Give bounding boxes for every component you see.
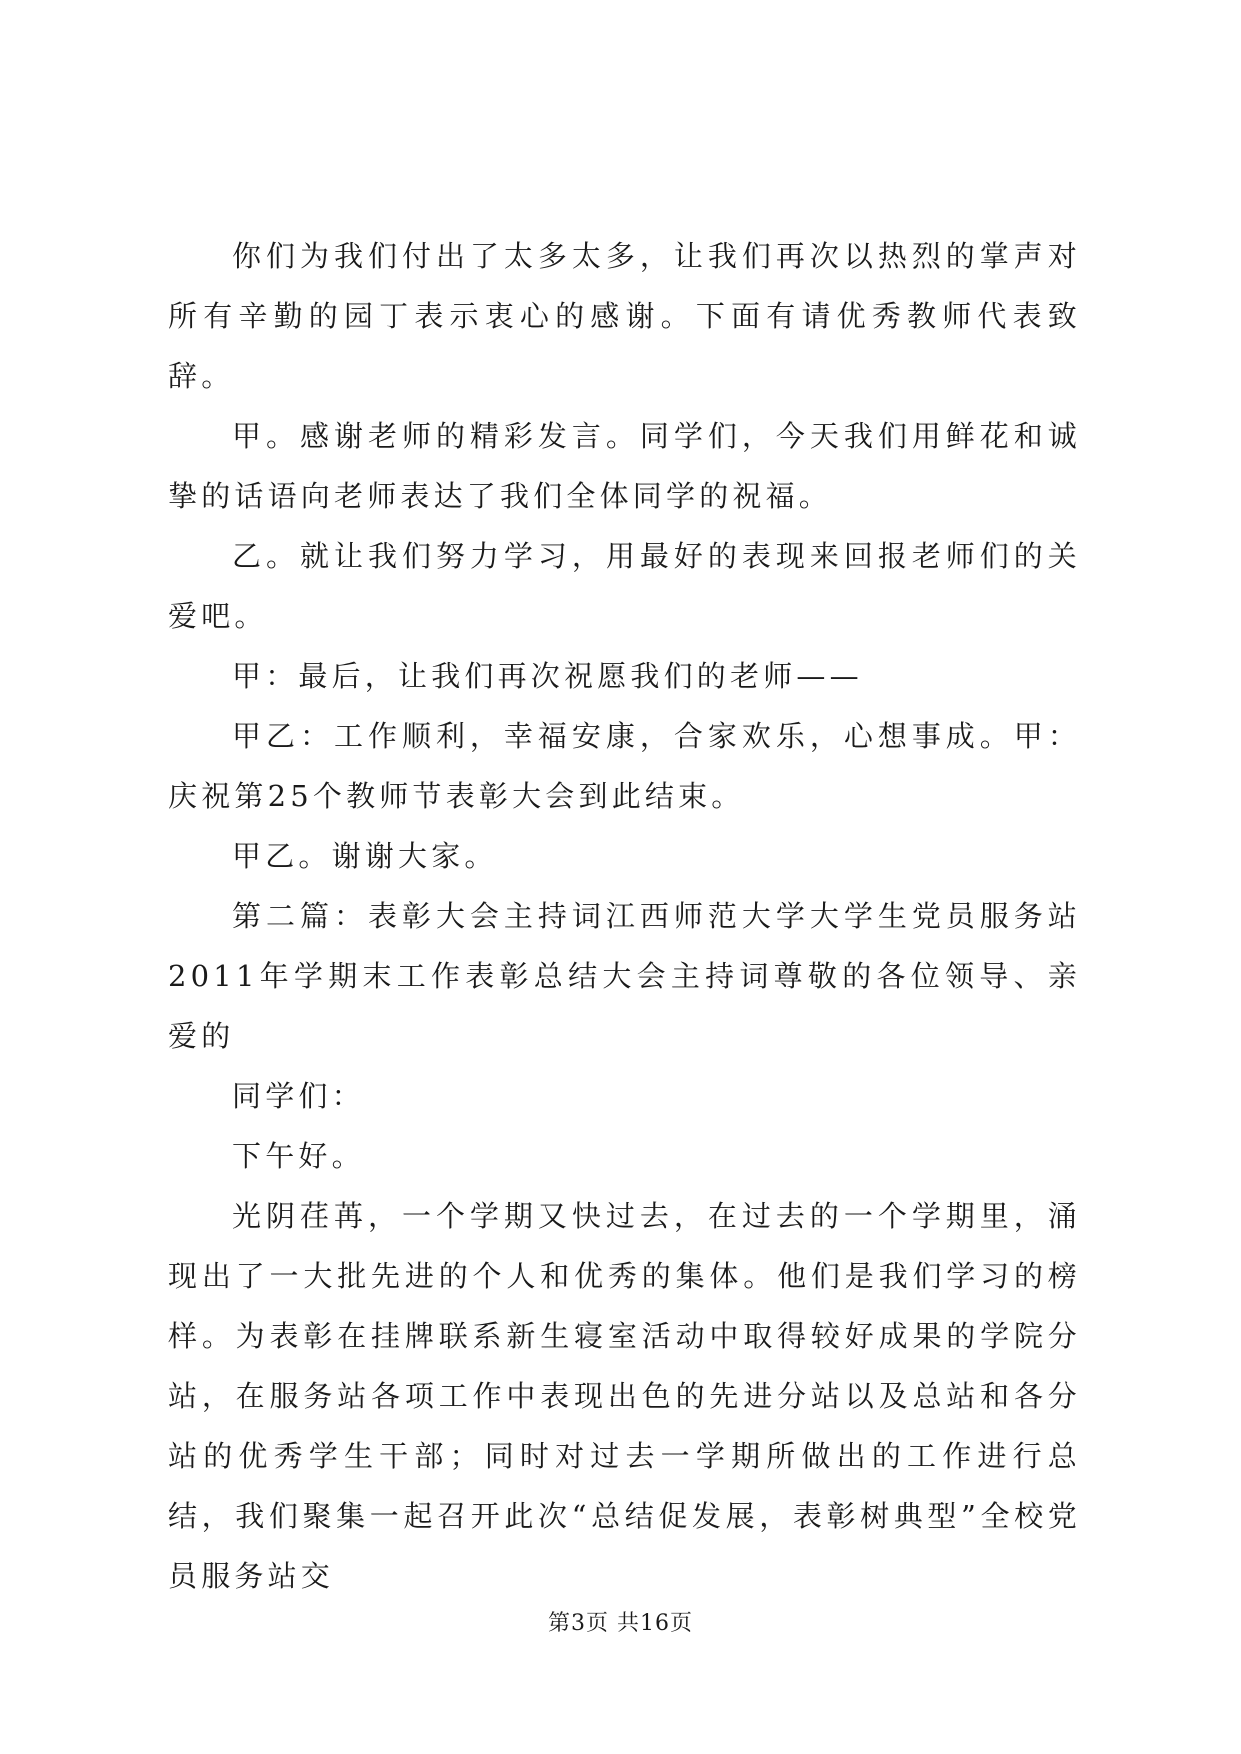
paragraph: 下午好。 — [232, 1139, 365, 1173]
paragraph: 同学们： — [232, 1079, 365, 1113]
paragraph: 光阴荏苒，一个学期又快过去，在过去的一个学期里，涌现出了一大批先进的个人和优秀的集体。他们是我们学习的榜样。为表彰在挂牌联系新生寝室活动中取得较好成果的学院分站，在服务站各项工作中表现出色的先进分站以及总站和各分站的优秀学生干部；同时对过去一学期所做出的工作进行总结，我们聚集一起召开此次“总结促发展，表彰树典型”全校党员服务站交 — [168, 1199, 1081, 1593]
paragraph: 第二篇：表彰大会主持词江西师范大学大学生党员服务站2011年学期末工作表彰总结大会主持词尊敬的各位领导、亲爱的 — [168, 899, 1081, 1053]
paragraph: 你们为我们付出了太多太多，让我们再次以热烈的掌声对所有辛勤的园丁表示衷心的感谢。下面有请优秀教师代表致辞。 — [168, 239, 1081, 393]
paragraph: 甲。感谢老师的精彩发言。同学们，今天我们用鲜花和诚挚的话语向老师表达了我们全体同学的祝福。 — [168, 419, 1081, 513]
document-body — [168, 226, 1081, 1606]
paragraph: 甲乙。谢谢大家。 — [232, 839, 498, 873]
paragraph: 甲乙：工作顺利，幸福安康，合家欢乐，心想事成。甲：庆祝第25个教师节表彰大会到此结束。 — [168, 719, 1081, 813]
page-number-footer: 第3页 共16页 — [548, 1611, 693, 1636]
paragraph: 乙。就让我们努力学习，用最好的表现来回报老师们的关爱吧。 — [168, 539, 1081, 633]
paragraph: 甲：最后，让我们再次祝愿我们的老师—— — [232, 659, 863, 693]
